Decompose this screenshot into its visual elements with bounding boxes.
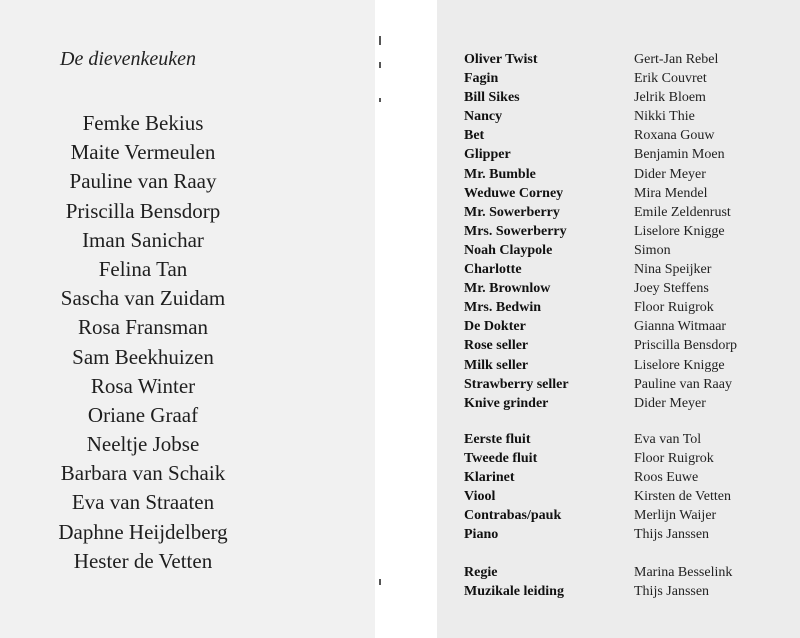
orchestra-row [464, 487, 784, 506]
orchestra-row [464, 506, 784, 525]
list-item: Maite Vermeulen [70, 140, 216, 165]
list-item: Daphne Heijdelberg [58, 519, 228, 544]
role-name: De Dokter [464, 319, 526, 335]
actor-name: Nina Speijker [634, 262, 712, 278]
cast-row [464, 241, 784, 260]
list-item: Priscilla Bensdorp [65, 198, 221, 223]
actor-name: Simon [634, 242, 671, 258]
orchestra-row [464, 449, 784, 468]
crew-function: Muzikale leiding [464, 584, 564, 600]
role-name: Charlotte [464, 262, 522, 278]
actor-name: Gert-Jan Rebel [634, 52, 719, 67]
cast-list [464, 50, 784, 413]
crew-list [464, 563, 784, 601]
cast-row [464, 203, 784, 222]
crew-function: Regie [464, 565, 498, 580]
role-name: Bill Sikes [464, 90, 520, 106]
list-item: Rosa Winter [90, 373, 196, 398]
actor-name: Mira Mendel [634, 185, 708, 201]
instrument-name: Viool [464, 489, 496, 505]
crew-row [464, 563, 784, 582]
role-name: Mr. Sowerberry [464, 204, 560, 220]
cast-row [464, 145, 784, 164]
role-name: Mrs. Sowerberry [464, 223, 567, 239]
orchestra-row [464, 430, 784, 449]
role-name: Mr. Bumble [464, 166, 536, 182]
list-item: Barbara van Schaik [60, 461, 226, 486]
actor-name: Benjamin Moen [634, 147, 725, 163]
role-name: Glipper [464, 147, 511, 163]
musician-name: Eva van Tol [634, 432, 702, 447]
page-gutter [375, 0, 437, 638]
actor-name: Joey Steffens [634, 281, 709, 297]
role-name: Knive grinder [464, 395, 549, 411]
musician-name: Floor Ruigrok [634, 451, 714, 467]
list-item: Eva van Straaten [71, 490, 215, 515]
cast-row [464, 165, 784, 184]
binding-mark [379, 98, 381, 102]
role-name: Rose seller [464, 338, 529, 354]
orchestra-row [464, 525, 784, 544]
cast-row [464, 88, 784, 107]
actor-name: Liselore Knigge [634, 223, 725, 239]
actor-name: Priscilla Bensdorp [634, 338, 738, 354]
role-name: Noah Claypole [464, 242, 553, 258]
list-item: Iman Sanichar [82, 227, 204, 252]
role-name: Weduwe Corney [464, 185, 564, 201]
instrument-name: Tweede fluit [464, 451, 538, 467]
role-name: Oliver Twist [464, 52, 538, 67]
cast-row [464, 50, 784, 69]
instrument-name: Contrabas/pauk [464, 508, 562, 524]
actor-name: Nikki Thie [634, 109, 695, 125]
role-name: Mr. Brownlow [464, 281, 551, 297]
role-name: Milk seller [464, 357, 529, 373]
binding-mark [379, 36, 381, 45]
binding-mark [379, 579, 381, 585]
role-name: Fagin [464, 71, 499, 87]
list-item: Sascha van Zuidam [60, 286, 226, 311]
list-item: Neeltje Jobse [86, 432, 200, 457]
role-name: Nancy [464, 109, 503, 125]
cast-row [464, 394, 784, 413]
list-item: Hester de Vetten [73, 548, 213, 573]
cast-row [464, 222, 784, 241]
orchestra-list [464, 430, 784, 545]
musician-name: Merlijn Waijer [634, 508, 717, 524]
actor-name: Erik Couvret [634, 71, 707, 87]
actor-name: Roxana Gouw [634, 128, 715, 144]
cast-row [464, 317, 784, 336]
list-item: Sam Beekhuizen [72, 344, 214, 369]
instrument-name: Piano [464, 527, 499, 543]
musician-name: Kirsten de Vetten [634, 489, 731, 505]
cast-row [464, 298, 784, 317]
list-item: Rosa Fransman [77, 315, 209, 340]
orchestra-row [464, 468, 784, 487]
cast-row [464, 126, 784, 145]
cast-row [464, 279, 784, 298]
crew-member: Marina Besselink [634, 565, 733, 580]
list-item: Pauline van Raay [69, 169, 217, 194]
actor-name: Emile Zeldenrust [634, 204, 731, 220]
cast-row [464, 260, 784, 279]
actor-name: Floor Ruigrok [634, 300, 714, 316]
actor-name: Liselore Knigge [634, 357, 725, 373]
cast-row [464, 375, 784, 394]
list-item: Femke Bekius [82, 111, 204, 135]
actor-name: Dider Meyer [634, 166, 706, 182]
binding-mark [379, 62, 381, 68]
crew-member: Thijs Janssen [634, 584, 710, 600]
cast-row [464, 356, 784, 375]
role-name: Mrs. Bedwin [464, 300, 541, 316]
section-heading: De dievenkeuken [60, 48, 197, 70]
actor-name: Dider Meyer [634, 395, 706, 411]
instrument-name: Eerste fluit [464, 432, 531, 447]
list-item: Oriane Graaf [87, 402, 199, 427]
musician-name: Thijs Janssen [634, 527, 710, 543]
cast-row [464, 69, 784, 88]
list-item: Felina Tan [98, 256, 188, 281]
crew-row [464, 582, 784, 601]
ensemble-list [0, 109, 286, 576]
actor-name: Gianna Witmaar [634, 319, 727, 335]
cast-row [464, 336, 784, 355]
instrument-name: Klarinet [464, 470, 515, 486]
cast-row [464, 184, 784, 203]
musician-name: Roos Euwe [634, 470, 699, 486]
actor-name: Pauline van Raay [634, 376, 732, 392]
actor-name: Jelrik Bloem [634, 90, 706, 106]
cast-row [464, 107, 784, 126]
role-name: Bet [464, 128, 485, 144]
role-name: Strawberry seller [464, 376, 569, 392]
